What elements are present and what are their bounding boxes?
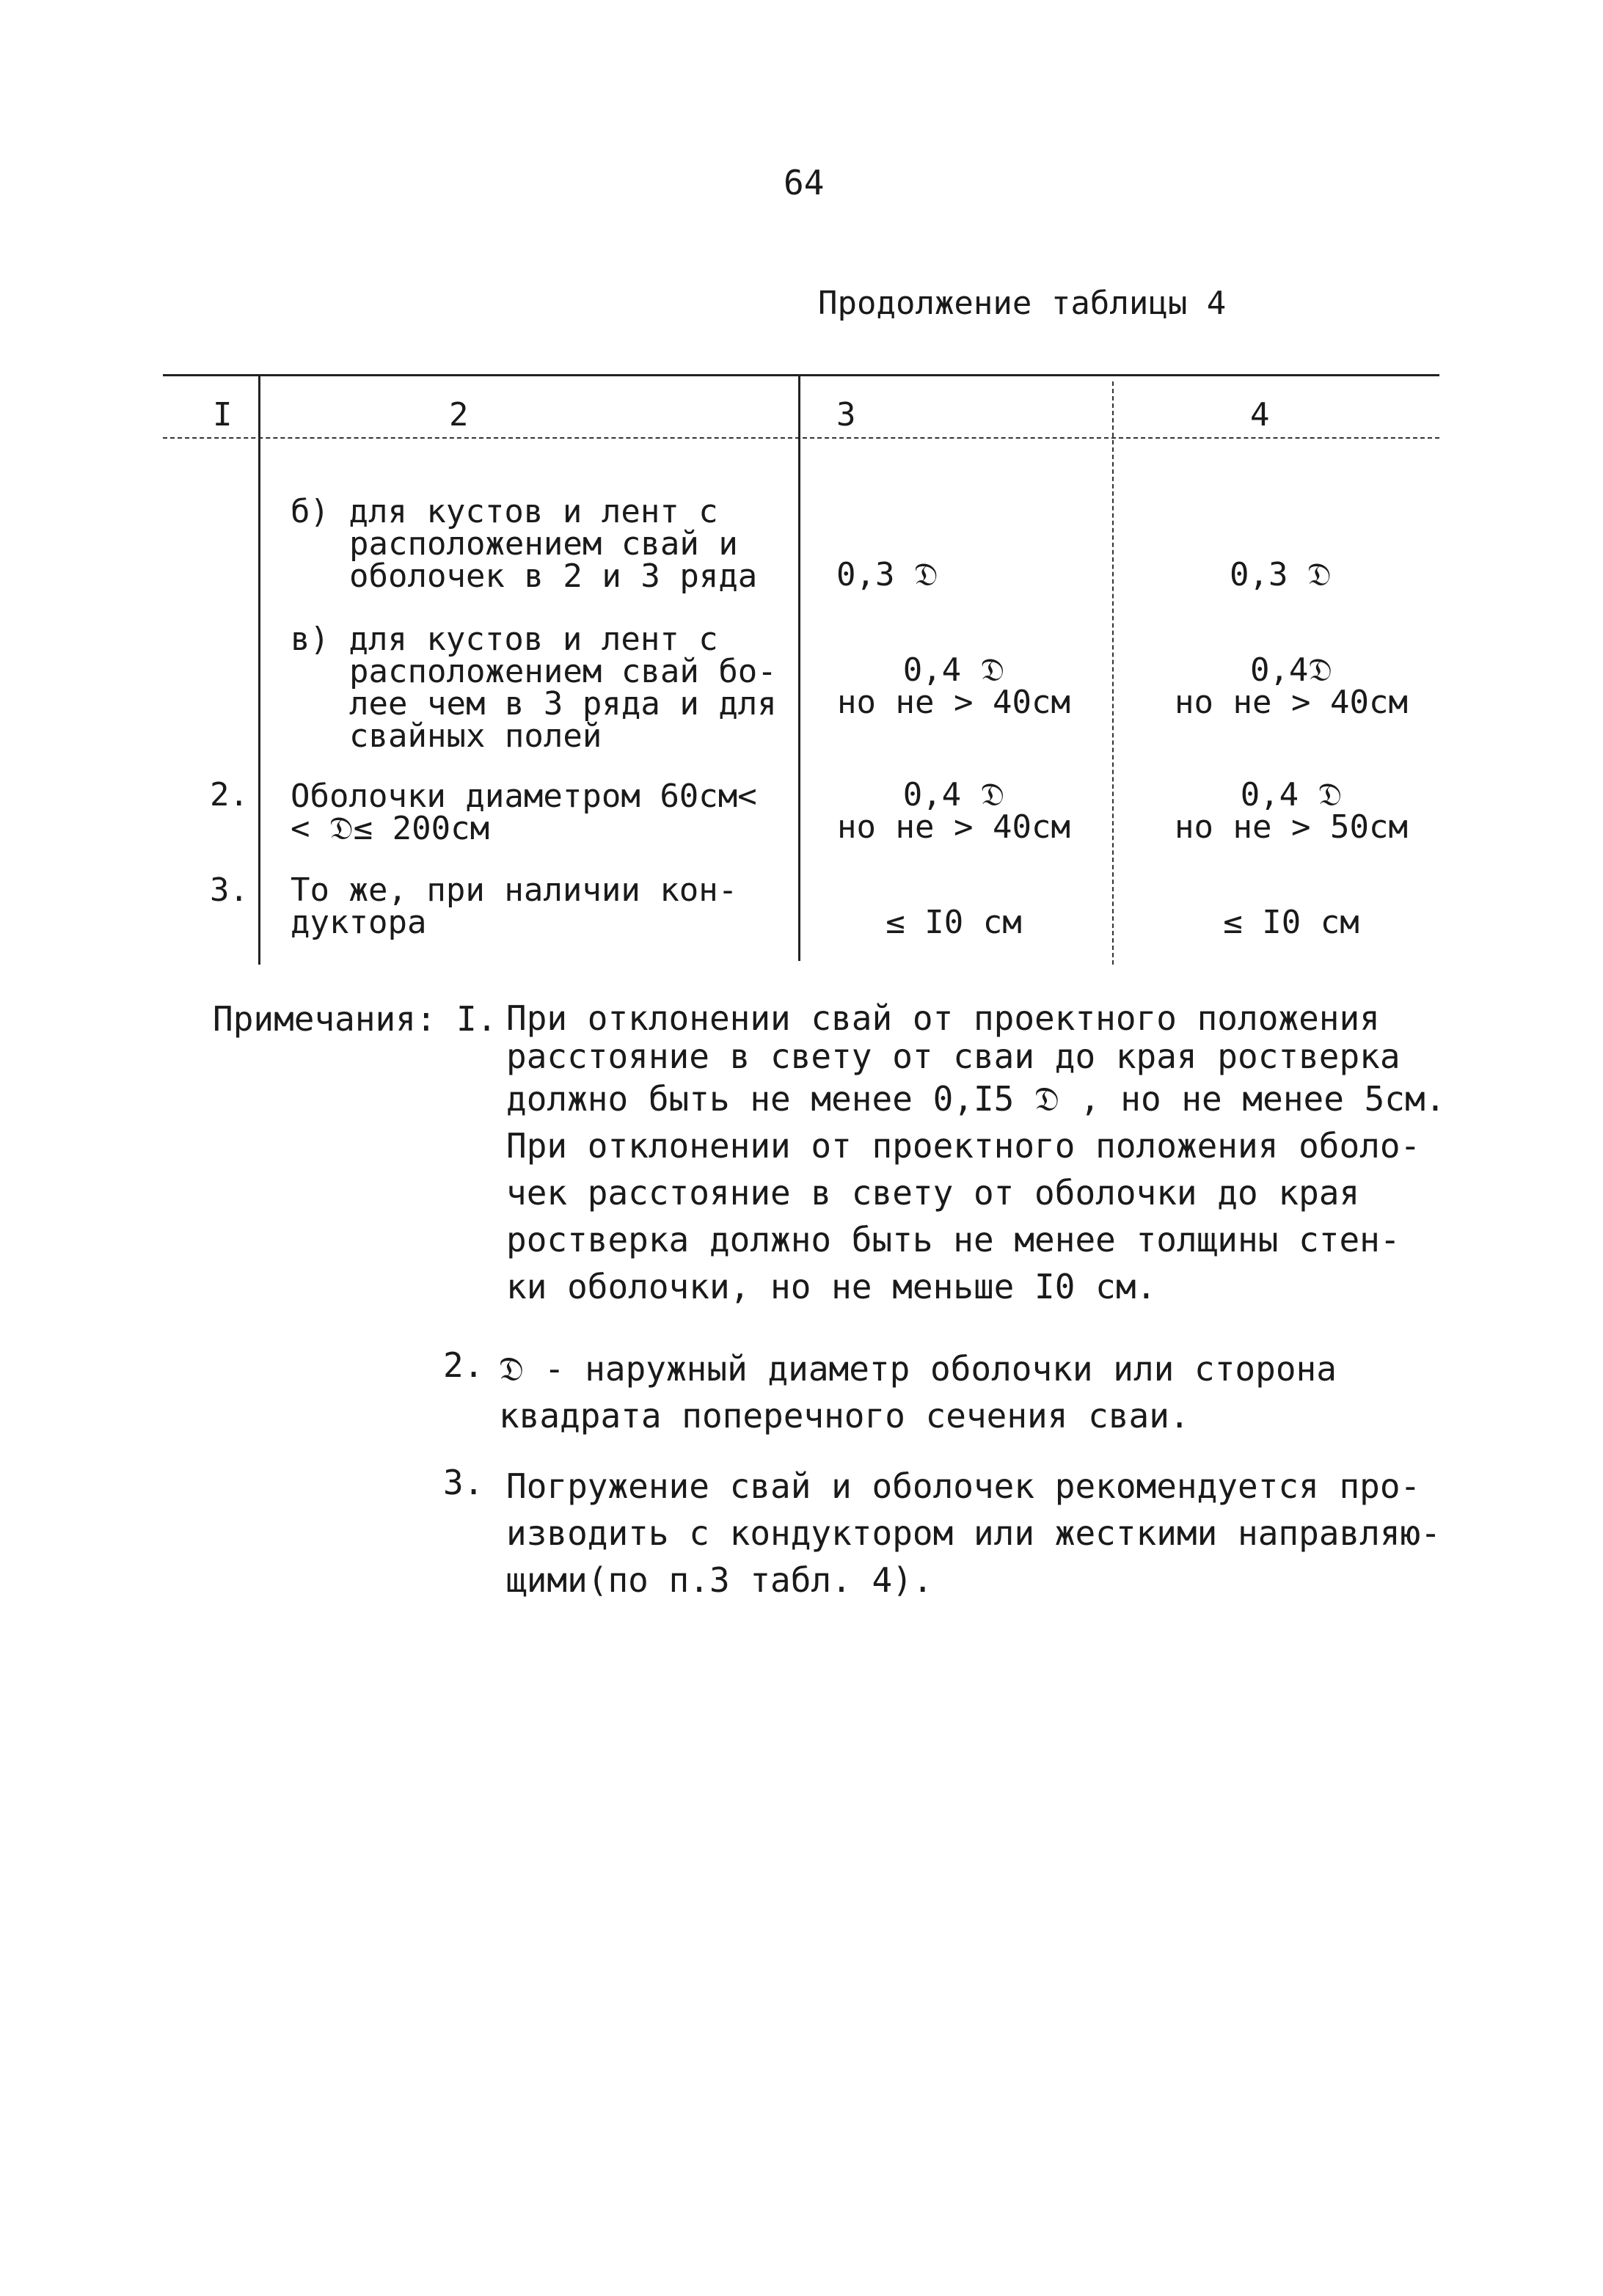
page-number: 64 xyxy=(784,163,825,202)
table-row-3-col4: ≤ I0 см xyxy=(1223,904,1359,941)
table-row-v-desc: в) для кустов и лент с расположением свай бо- лее чем в 3 ряда и для свайных полей xyxy=(291,621,777,755)
table-header-col4: 4 xyxy=(1250,396,1270,434)
table-header-divider xyxy=(163,437,1439,439)
table-row-b-desc: б) для кустов и лент с расположением свай и оболочек в 2 и 3 ряда xyxy=(291,493,758,595)
table-header-col1: I xyxy=(213,396,233,434)
note-1-num: I. xyxy=(456,999,497,1039)
table-header-col2: 2 xyxy=(449,396,469,434)
table-row-2-col4: 0,4 𝔇 но не > 50см xyxy=(1175,776,1408,846)
table-col-divider-1 xyxy=(258,374,260,965)
table-header-col3: 3 xyxy=(836,396,856,434)
table-row-2-num: 2. xyxy=(210,776,249,814)
table-col-divider-2 xyxy=(798,374,800,961)
note-3-num: 3. xyxy=(443,1463,484,1502)
table-col-divider-3 xyxy=(1112,381,1114,965)
note-1-text: При отклонении свай от проектного положения расстояние в свету от сваи до края ростверка должно быть не менее 0,I5 𝔇 , но не менее 5см. При отклонении от проектного положения оболо- чек расстояние в свету от оболочки до края ростверка должно быть не менее толщины стен- ки оболочки, но не меньше I0 см. xyxy=(506,998,1446,1306)
table-row-3-desc: То же, при наличии кон- дуктора xyxy=(291,871,738,941)
table-row-b-col4: 0,3 𝔇 xyxy=(1230,556,1332,593)
table-top-border xyxy=(163,374,1439,376)
note-3-text: Погружение свай и оболочек рекомендуется про- изводить с кондуктором или жесткими направляю- щими(по п.3 табл. 4). xyxy=(506,1466,1441,1600)
note-2-text: 𝔇 - наружный диаметр оболочки или сторона квадрата поперечного сечения сваи. xyxy=(499,1349,1337,1436)
note-2-num: 2. xyxy=(443,1345,484,1385)
table-row-v-col4: 0,4𝔇 но не > 40см xyxy=(1175,651,1408,721)
table-row-v-col3: 0,4 𝔇 но не > 40см xyxy=(837,651,1070,721)
table-row-3-col3: ≤ I0 см xyxy=(886,904,1022,941)
table-row-2-desc: Оболочки диаметром 60см< < 𝔇≤ 200см xyxy=(291,778,757,847)
table-caption: Продолжение таблицы 4 xyxy=(818,285,1227,322)
table-row-3-num: 3. xyxy=(210,871,249,909)
table-row-b-col3: 0,3 𝔇 xyxy=(836,556,938,593)
table-row-2-col3: 0,4 𝔇 но не > 40см xyxy=(837,776,1070,846)
notes-label: Примечания: xyxy=(213,999,437,1039)
